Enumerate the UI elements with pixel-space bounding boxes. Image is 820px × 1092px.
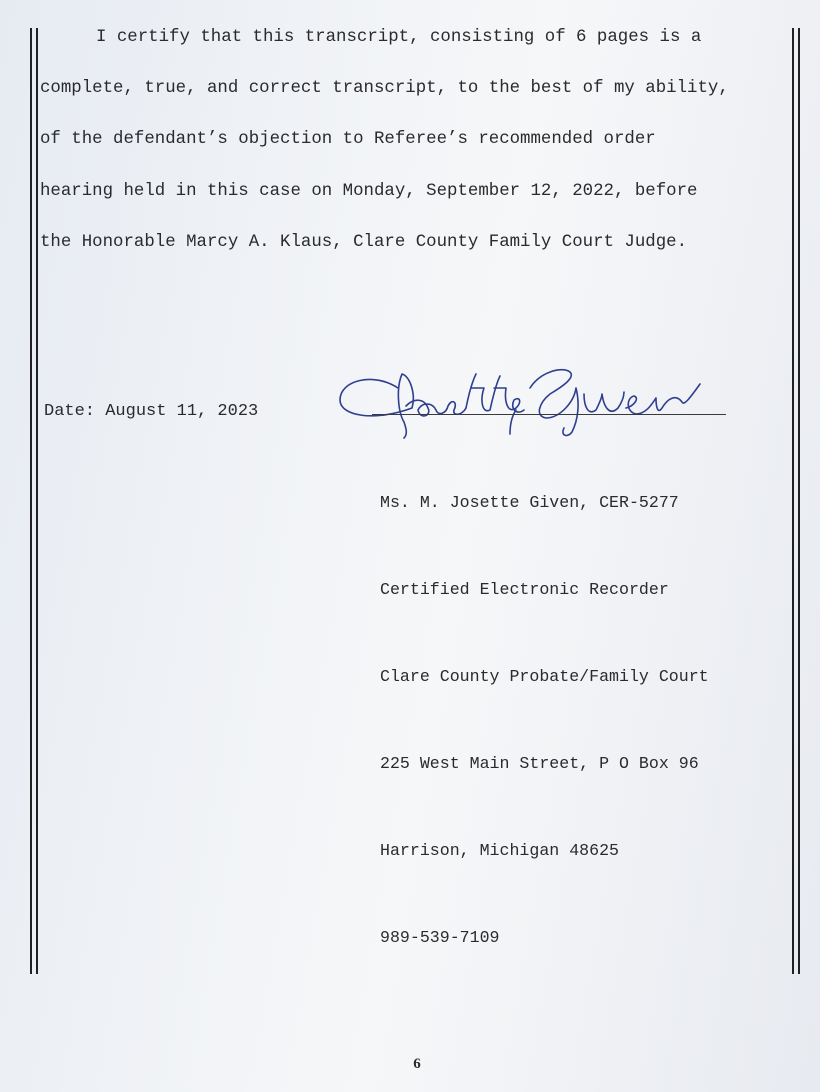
right-margin-rule-inner — [792, 28, 794, 974]
certification-date: Date: August 11, 2023 — [44, 402, 259, 421]
page-number: 6 — [413, 1056, 421, 1072]
court-street-address: 225 West Main Street, P O Box 96 — [380, 754, 699, 773]
right-margin-rule-outer — [798, 28, 800, 974]
recorder-name: Ms. M. Josette Given, CER-5277 — [380, 493, 679, 512]
certification-line-4: hearing held in this case on Monday, September 12, 2022, before — [40, 182, 698, 201]
handwritten-signature — [334, 358, 704, 440]
court-city-address: Harrison, Michigan 48625 — [380, 841, 619, 860]
signature-line — [372, 414, 726, 415]
recorder-signature-block — [380, 430, 709, 1010]
certification-line-5: the Honorable Marcy A. Klaus, Clare County Family Court Judge. — [40, 233, 688, 252]
left-margin-rule-inner — [36, 28, 38, 974]
certification-line-3: of the defendant’s objection to Referee’s recommended order — [40, 130, 656, 149]
court-name: Clare County Probate/Family Court — [380, 667, 709, 686]
certification-line-2: complete, true, and correct transcript, to the best of my ability, — [40, 79, 729, 98]
court-phone: 989-539-7109 — [380, 928, 500, 947]
left-margin-rule-outer — [30, 28, 32, 974]
recorder-title: Certified Electronic Recorder — [380, 580, 669, 599]
certification-line-1: I certify that this transcript, consisting of 6 pages is a — [96, 28, 702, 47]
